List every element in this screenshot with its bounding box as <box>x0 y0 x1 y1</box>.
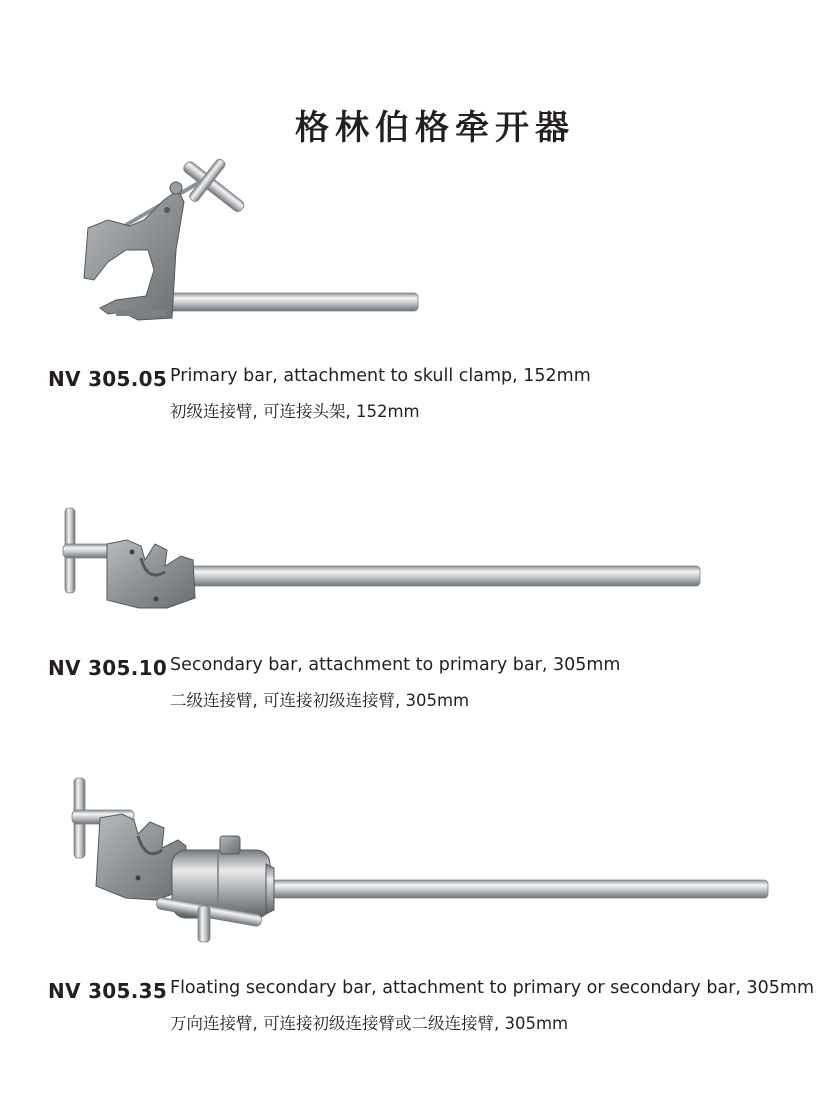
product-description-en: Secondary bar, attachment to primary bar, 305mm <box>170 655 621 675</box>
page-title: 格林伯格牵开器 <box>295 108 575 148</box>
product-description-en: Primary bar, attachment to skull clamp, 152mm <box>170 366 591 386</box>
product-description-cn: 二级连接臂, 可连接初级连接臂, 305mm <box>170 691 470 710</box>
secondary-bar-image <box>55 500 715 615</box>
product-code: NV 305.05 <box>48 367 168 391</box>
floating-secondary-bar-image <box>60 770 772 950</box>
product-description-en: Floating secondary bar, attachment to primary or secondary bar, 305mm <box>170 978 815 998</box>
product-description-cn: 万向连接臂, 可连接初级连接臂或二级连接臂, 305mm <box>170 1014 569 1033</box>
product-description-cn: 初级连接臂, 可连接头架, 152mm <box>170 402 420 421</box>
primary-bar-image <box>60 150 430 330</box>
product-code: NV 305.35 <box>48 979 168 1003</box>
product-code: NV 305.10 <box>48 656 168 680</box>
